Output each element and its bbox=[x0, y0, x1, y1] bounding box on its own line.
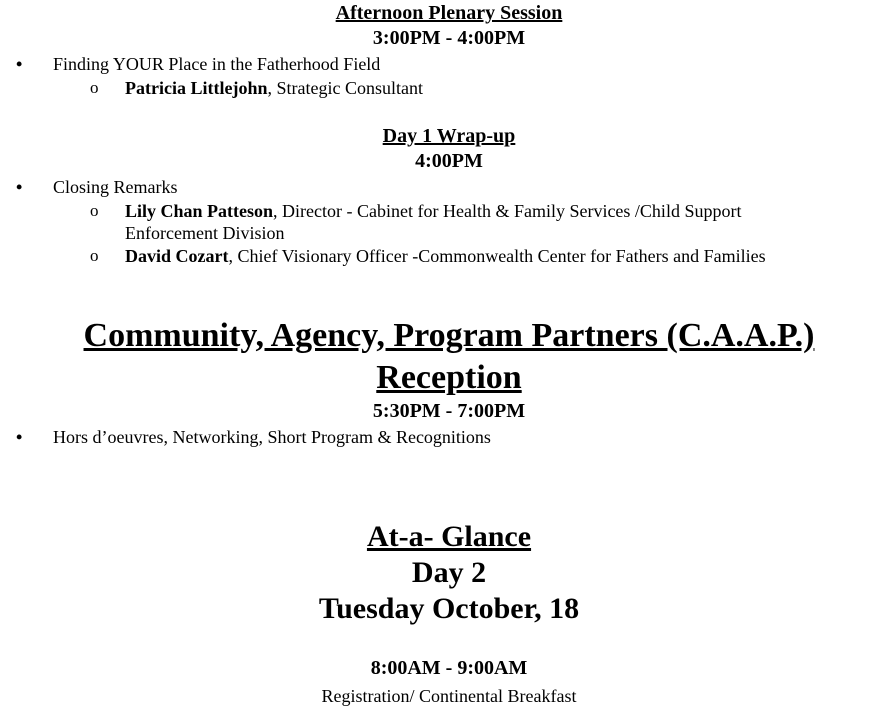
speaker-entry bbox=[125, 200, 741, 222]
speaker-role-continued: Enforcement Division bbox=[125, 223, 285, 243]
wrapup-bullet: Closing Remarks bbox=[53, 177, 178, 197]
glance-title: At-a- Glance bbox=[366, 520, 532, 553]
afternoon-session-time: 3:00PM - 4:00PM bbox=[372, 27, 526, 49]
glance-item: Registration/ Continental Breakfast bbox=[321, 686, 577, 706]
sub-bullet-marker: o bbox=[90, 78, 99, 97]
bullet-icon bbox=[16, 53, 22, 75]
afternoon-session-title: Afternoon Plenary Session bbox=[335, 2, 563, 24]
reception-time: 5:30PM - 7:00PM bbox=[372, 400, 526, 422]
reception-title-line1: Community, Agency, Program Partners (C.A.A.P.) bbox=[83, 317, 815, 354]
speaker-name: David Cozart bbox=[125, 246, 229, 266]
speaker-entry bbox=[125, 245, 766, 267]
bullet-icon bbox=[16, 426, 22, 448]
speaker-entry bbox=[125, 77, 423, 99]
glance-day: Day 2 bbox=[411, 556, 487, 589]
glance-date: Tuesday October, 18 bbox=[318, 592, 580, 625]
glance-time: 8:00AM - 9:00AM bbox=[370, 657, 528, 679]
wrapup-time: 4:00PM bbox=[415, 150, 483, 172]
speaker-role: , Chief Visionary Officer -Commonwealth Center for Fathers and Families bbox=[228, 246, 766, 266]
speaker-name: Patricia Littlejohn bbox=[125, 78, 268, 98]
speaker-role: , Strategic Consultant bbox=[267, 78, 423, 98]
wrapup-title: Day 1 Wrap-up bbox=[382, 125, 516, 147]
speaker-role: , Director - Cabinet for Health & Family Services /Child Support bbox=[273, 201, 742, 221]
reception-title-line2: Reception bbox=[376, 359, 522, 396]
speaker-name: Lily Chan Patteson bbox=[125, 201, 274, 221]
bullet-icon bbox=[16, 176, 22, 198]
sub-bullet-marker: o bbox=[90, 246, 99, 265]
sub-bullet-marker: o bbox=[90, 201, 99, 220]
afternoon-bullet: Finding YOUR Place in the Fatherhood Field bbox=[53, 54, 381, 74]
reception-bullet: Hors d’oeuvres, Networking, Short Program & Recognitions bbox=[53, 427, 491, 447]
